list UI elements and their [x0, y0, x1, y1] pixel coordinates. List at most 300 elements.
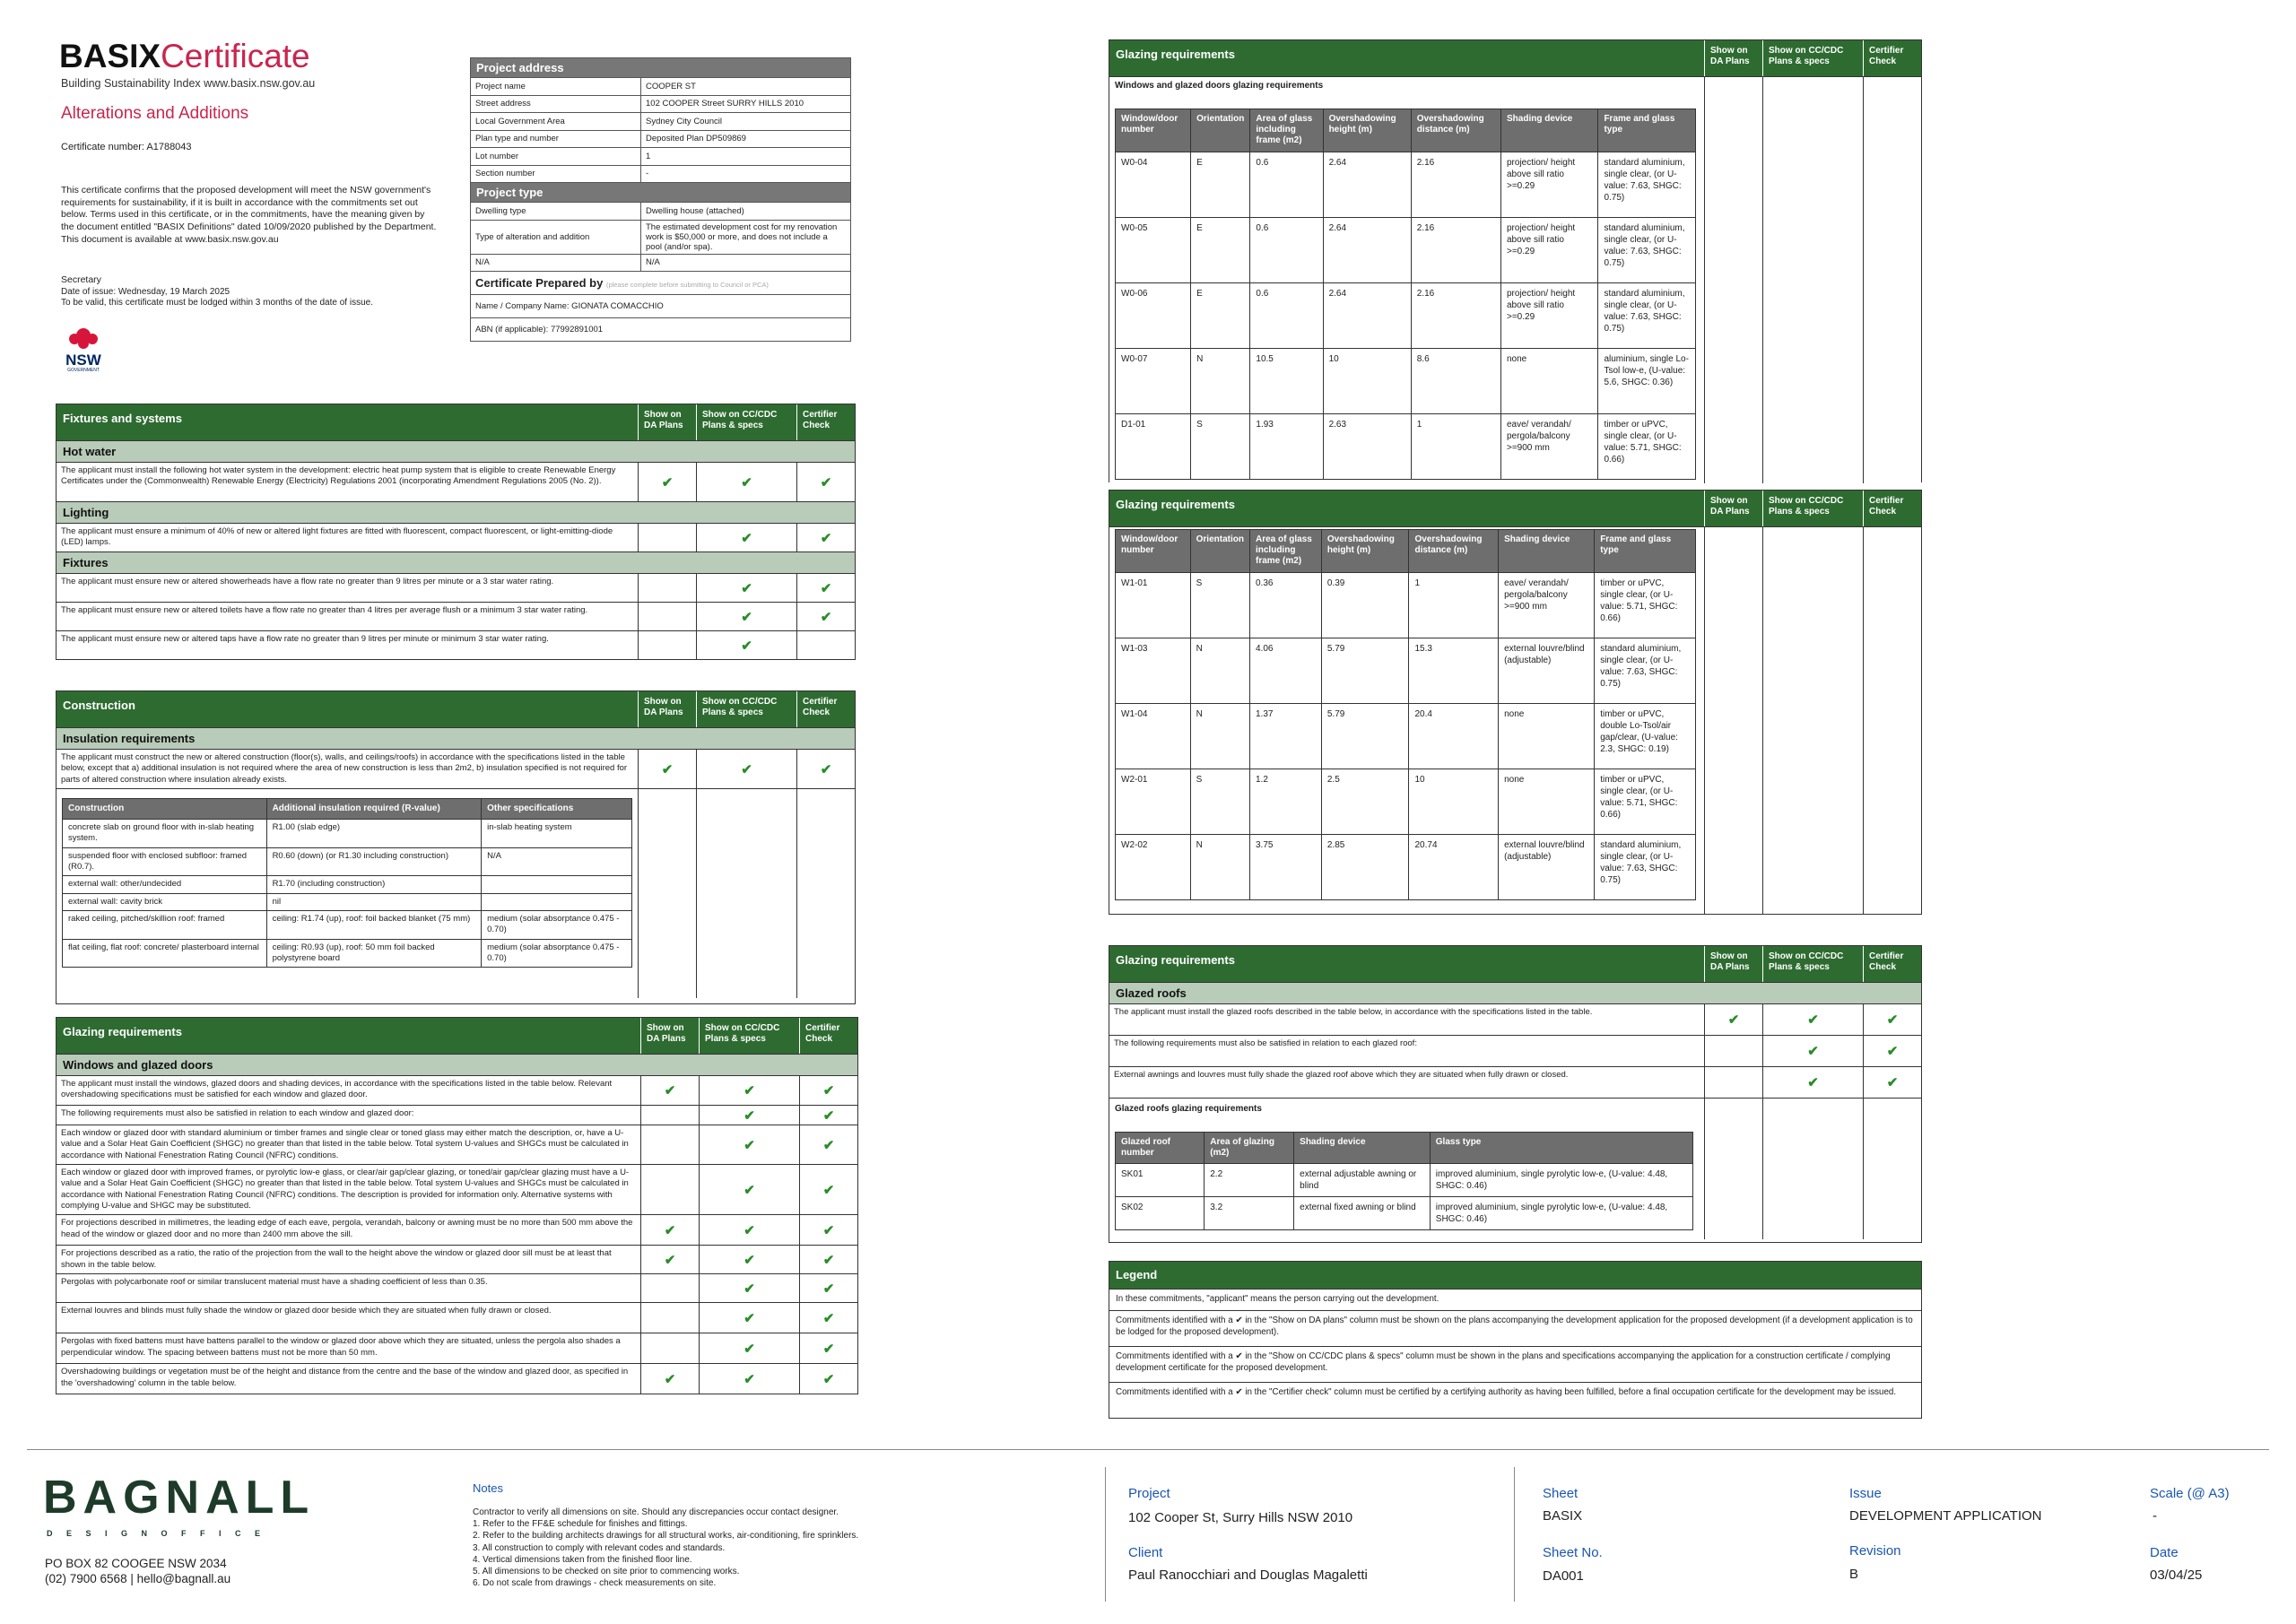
tick-cell [1704, 1099, 1762, 1239]
glazed-roof-table [1115, 1132, 1693, 1230]
glazing-header: Area of glass including frame (m2) [1250, 109, 1323, 152]
tick-cell [1863, 1099, 1921, 1239]
table-cell: in-slab heating system [482, 820, 632, 848]
scale-value: - [2152, 1508, 2157, 1524]
requirement-text: External awnings and louvres must fully shade the glazed roof above which they are situated when fully drawn or closed. [1114, 1070, 1569, 1080]
insulation-table [62, 798, 632, 968]
table-cell: improved aluminium, single pyrolytic low-e, (U-value: 4.48, SHGC: 0.46) [1430, 1197, 1692, 1230]
table-cell: suspended floor with enclosed subfloor: framed (R0.7). [63, 847, 267, 876]
tick-cell [799, 1303, 857, 1333]
secretary: Secretary [61, 274, 101, 285]
table-cell: 2.2 [1205, 1164, 1294, 1197]
glazing-table-cell [1109, 77, 1704, 483]
note-line: 6. Do not scale from drawings - check measurements on site. [473, 1578, 717, 1589]
address-row [471, 165, 851, 183]
tick-cell [640, 1246, 699, 1273]
requirement-text: The applicant must ensure new or altered showerheads have a flow rate no greater than 9 litres per minute or a 3 star water rating. [61, 577, 554, 586]
tick-cell [799, 1274, 857, 1302]
table-cell: 4.06 [1249, 638, 1321, 704]
subsection-header: Windows and glazed doors [57, 1054, 857, 1075]
revision-value: B [1849, 1567, 1859, 1582]
legend-row: Commitments identified with a ✔ in the "Show on DA plans" column must be shown on the plans accompanying the development application for the proposed development (if a development application is to be lodged for the proposed development). [1109, 1310, 1921, 1346]
requirement-text: The following requirements must also be satisfied in relation to each glazed roof: [1114, 1038, 1417, 1048]
address-value: Dwelling house (attached) [641, 203, 851, 221]
client-value: Paul Ranocchiari and Douglas Magaletti [1128, 1568, 1368, 1583]
tick-cell [1704, 527, 1762, 914]
tick-cell [1762, 527, 1863, 914]
subsection-header: Glazed roofs [1109, 982, 1921, 1003]
col-da-header: Show on DA Plans [1704, 40, 1762, 76]
table-cell: 0.39 [1321, 573, 1409, 638]
table-cell: N [1190, 638, 1249, 704]
table-cell: ceiling: R0.93 (up), roof: 50 mm foil backed polystyrene board [266, 939, 482, 968]
tick-cell [799, 1076, 857, 1105]
table-cell: 0.6 [1250, 152, 1323, 218]
col-cert-header: Certifier Check [796, 691, 855, 727]
tick-cell [696, 631, 796, 659]
table-cell: 10 [1409, 769, 1499, 835]
check-icon: ✔ [822, 1137, 835, 1153]
glazing-header: Orientation [1191, 109, 1250, 152]
issue-label: Issue [1849, 1486, 1882, 1501]
insulation-header: Other specifications [482, 799, 632, 820]
table-cell: W0-07 [1116, 349, 1191, 414]
requirement-text: External louvres and blinds must fully shade the window or glazed door beside which they are situated when fully drawn or closed. [61, 1306, 552, 1316]
glazed-roof-header: Glass type [1430, 1133, 1692, 1164]
requirement-text: The applicant must install the windows, glazed doors and shading devices, in accordance with the specifications listed in the table below. Relevant overshadowing specifications must be satisfied for each window and glazed door. [61, 1079, 613, 1100]
table-cell: 2.64 [1323, 218, 1411, 283]
tick-cell [640, 1215, 699, 1245]
table-row [1116, 414, 1696, 480]
tick-cell [1704, 77, 1762, 483]
glazing-table-cell [1109, 527, 1704, 914]
table-cell [482, 893, 632, 910]
section-header [57, 1018, 857, 1054]
section-title: Fixtures and systems [63, 412, 182, 425]
revision-label: Revision [1849, 1543, 1901, 1559]
table-cell: none [1501, 349, 1598, 414]
tick-cell [699, 1106, 799, 1125]
address-key: Dwelling type [471, 203, 641, 221]
brand-contact: (02) 7900 6568 | hello@bagnall.au [45, 1572, 231, 1585]
table-cell: 1 [1409, 573, 1499, 638]
col-cert-header: Certifier Check [1863, 40, 1921, 76]
check-icon: ✔ [741, 530, 752, 546]
table-cell: 1.37 [1249, 704, 1321, 769]
check-icon: ✔ [664, 1252, 676, 1268]
insulation-header: Construction [63, 799, 267, 820]
col-cc-header: Show on CC/CDC Plans & specs [699, 1018, 799, 1054]
tick-cell [638, 750, 696, 788]
address-value: The estimated development cost for my renovation work is $50,000 or more, and does not include a pool (and/or spa). [641, 220, 851, 254]
table-cell: aluminium, single Lo-Tsol low-e, (U-value: 5.6, SHGC: 0.36) [1598, 349, 1696, 414]
subsection-header: Insulation requirements [57, 727, 855, 749]
table-row [1116, 638, 1696, 704]
requirement-text: Pergolas with polycarbonate roof or similar translucent material must have a shading coefficient of less than 0.35. [61, 1277, 488, 1288]
table-row [63, 911, 632, 940]
glazed-roof-header: Shading device [1294, 1133, 1431, 1164]
legend-row: Commitments identified with a ✔ in the "Certifier check" column must be certified by a certifying authority as having been fulfilled, before a final occupation certificate for the development may be issued. [1109, 1382, 1921, 1418]
prepared-by-title: Certificate Prepared by [475, 276, 604, 290]
section-header [57, 404, 855, 440]
subsection-header: Hot water [57, 440, 855, 462]
table-cell: ceiling: R1.74 (up), roof: foil backed blanket (75 mm) [266, 911, 482, 940]
requirement-text: Pergolas with fixed battens must have battens parallel to the window or glazed door above which they are situated, unless the pergola also shades a perpendicular window. The spacing between battens must not be more than 50 mm. [61, 1336, 621, 1358]
table-cell [482, 876, 632, 893]
tick-cell [1762, 1004, 1863, 1035]
check-icon: ✔ [741, 638, 752, 654]
check-icon: ✔ [744, 1222, 755, 1238]
check-icon: ✔ [744, 1083, 755, 1099]
logo-certificate: Certificate [161, 38, 310, 74]
check-icon: ✔ [822, 1341, 835, 1357]
requirement-text: The applicant must install the following hot water system in the development: electric heat pump system that is eligible to create Renewable Energy Certificates under the (Commonwealth) Renewable Energy (Electricity) Regulations 2001 (incorporating Amendment Regulations 2005 (No. 2)). [61, 465, 616, 487]
tick-cell [699, 1333, 799, 1363]
table-cell: 15.3 [1409, 638, 1499, 704]
table-cell: standard aluminium, single clear, (or U-value: 7.63, SHGC: 0.75) [1595, 835, 1696, 900]
col-cert-header: Certifier Check [1863, 491, 1921, 526]
tick-cell [696, 463, 796, 501]
table-cell: S [1190, 573, 1249, 638]
note-line: 2. Refer to the building architects drawings for all structural works, air-conditioning, fire sprinklers. [473, 1531, 859, 1541]
requirement-row [57, 749, 855, 788]
col-da-header: Show on DA Plans [638, 404, 696, 440]
table-cell: standard aluminium, single clear, (or U-value: 7.63, SHGC: 0.75) [1595, 638, 1696, 704]
tick-cell [640, 1364, 699, 1394]
logo-basix: BASIX [59, 38, 161, 74]
tick-cell [799, 1165, 857, 1214]
table-row [1116, 1164, 1693, 1197]
table-cell: external louvre/blind (adjustable) [1499, 638, 1595, 704]
table-cell: W1-01 [1116, 573, 1191, 638]
table-row [1116, 835, 1696, 900]
table-cell: W1-04 [1116, 704, 1191, 769]
col-cert-header: Certifier Check [796, 404, 855, 440]
brand-sub: D E S I G N O F F I C E [47, 1529, 266, 1538]
table-cell: nil [266, 893, 482, 910]
address-title: Project address [471, 58, 851, 78]
requirement-text: The applicant must ensure new or altered taps have a flow rate no greater than 9 litres per minute or minimum 3 star water rating. [61, 634, 549, 644]
table-cell: S [1190, 769, 1249, 835]
tick-cell [640, 1333, 699, 1363]
sheet-value: BASIX [1543, 1508, 1583, 1524]
requirement-row [57, 1333, 857, 1363]
requirement-text: The applicant must ensure new or altered toilets have a flow rate no greater than 4 litres per average flush or a minimum 3 star water rating. [61, 605, 588, 615]
glazing-sub-title: Windows and glazed doors glazing requirements [1115, 81, 1324, 91]
cert-subtitle: Building Sustainability Index www.basix.nsw.gov.au [61, 77, 316, 90]
check-icon: ✔ [741, 609, 752, 625]
requirement-text: Each window or glazed door with standard aluminium or timber frames and single clear or toned glass may either match the description, or, have a U-value and a Solar Heat Gain Coefficient (SHGC) no greater than that listed in the table below. Total system U-values and SHGCs must be calculated in accordance with National Fenestration Rating Council (NFRC) conditions. [61, 1128, 629, 1160]
check-icon: ✔ [664, 1222, 676, 1238]
requirement-row [1109, 1003, 1921, 1035]
note-line: Contractor to verify all dimensions on site. Should any discrepancies occur contact designer. [473, 1507, 839, 1517]
insulation-table-row [57, 788, 855, 998]
glazed-roof-header: Glazed roof number [1116, 1133, 1205, 1164]
glazed-roof-cell [1109, 1099, 1704, 1239]
address-key: N/A [471, 254, 641, 272]
check-icon: ✔ [822, 1252, 835, 1268]
glazing-header: Overshadowing distance (m) [1409, 530, 1499, 573]
check-icon: ✔ [820, 530, 832, 546]
tb-sep-1 [1105, 1467, 1106, 1602]
tick-cell [1863, 527, 1921, 914]
address-row [471, 220, 851, 254]
table-cell: 1.93 [1250, 414, 1323, 480]
table-cell: W2-02 [1116, 835, 1191, 900]
tick-cell [640, 1125, 699, 1164]
cert-type: Alterations and Additions [61, 104, 249, 123]
glazing-header: Overshadowing height (m) [1321, 530, 1409, 573]
address-value: Deposited Plan DP509869 [641, 130, 851, 148]
address-row [471, 95, 851, 113]
requirement-row [57, 573, 855, 602]
check-icon: ✔ [820, 580, 832, 596]
check-icon: ✔ [1886, 1012, 1899, 1028]
check-icon: ✔ [744, 1252, 755, 1268]
notes-list [473, 1507, 858, 1589]
table-row [1116, 1197, 1693, 1230]
table-cell: 5.79 [1321, 704, 1409, 769]
tick-cell [696, 603, 796, 630]
check-icon: ✔ [744, 1371, 755, 1387]
address-key: Local Government Area [471, 113, 641, 131]
table-row [63, 820, 632, 848]
table-cell: S [1191, 414, 1250, 480]
project-address-box [470, 57, 851, 342]
check-icon: ✔ [1807, 1044, 1819, 1059]
table-cell: 2.85 [1321, 835, 1409, 900]
table-cell: 0.36 [1249, 573, 1321, 638]
col-da-header: Show on DA Plans [1704, 491, 1762, 526]
tick-cell [640, 1076, 699, 1105]
table-cell: SK01 [1116, 1164, 1205, 1197]
table-cell: none [1499, 704, 1595, 769]
check-icon: ✔ [1886, 1075, 1899, 1090]
address-value: Sydney City Council [641, 113, 851, 131]
requirement-row [1109, 1035, 1921, 1066]
legend-row: Commitments identified with a ✔ in the "Show on CC/CDC plans & specs" column must be shown in the plans and specifications accompanying the application for a construction certificate / complying development certificate for the proposed development. [1109, 1346, 1921, 1382]
table-cell: 20.4 [1409, 704, 1499, 769]
nsw-text: NSW [65, 352, 101, 369]
table-cell: SK02 [1116, 1197, 1205, 1230]
requirement-row [57, 630, 855, 659]
table-cell: E [1191, 152, 1250, 218]
glazing-right-2 [1109, 490, 1922, 915]
glazing-header: Frame and glass type [1598, 109, 1696, 152]
check-icon: ✔ [744, 1341, 755, 1357]
glazing-header: Window/door number [1116, 109, 1191, 152]
project-label: Project [1128, 1486, 1170, 1501]
table-row [1116, 349, 1696, 414]
check-icon: ✔ [822, 1222, 835, 1238]
check-icon: ✔ [744, 1281, 755, 1297]
table-cell: N [1191, 349, 1250, 414]
project-value: 102 Cooper St, Surry Hills NSW 2010 [1128, 1510, 1353, 1525]
table-cell: medium (solar absorptance 0.475 - 0.70) [482, 911, 632, 940]
table-cell: medium (solar absorptance 0.475 - 0.70) [482, 939, 632, 968]
requirement-row [57, 523, 855, 551]
section-title: Glazing requirements [1116, 48, 1235, 61]
sheetno-label: Sheet No. [1543, 1545, 1603, 1560]
table-cell: 3.2 [1205, 1197, 1294, 1230]
subsection-header: Lighting [57, 501, 855, 523]
table-cell: E [1191, 283, 1250, 349]
requirement-text: Each window or glazed door with improved frames, or pyrolytic low-e glass, or clear/air gap/clear glazing, or toned/air gap/clear glazing must have a U-value and a Solar Heat Gain Coefficient (SHGC) no greater than that listed in the table below. Total system U-values and SHGCs must be calculated in accordance with National Fenestration Rating Council (NFRC) conditions. The description is provided for information only. Alternative systems with complying U-value and SHGC may be substituted. [61, 1168, 630, 1211]
table-cell: 2.16 [1411, 152, 1500, 218]
tick-cell [696, 524, 796, 551]
table-row [63, 893, 632, 910]
requirement-row [57, 1125, 857, 1164]
legend-title: Legend [1109, 1262, 1921, 1289]
glazing-header: Area of glass including frame (m2) [1249, 530, 1321, 573]
requirement-row [57, 1363, 857, 1394]
col-cert-header: Certifier Check [799, 1018, 857, 1054]
tick-cell [1704, 1004, 1762, 1035]
tick-cell [1762, 1099, 1863, 1239]
note-line: 3. All construction to comply with relevant codes and standards. [473, 1542, 726, 1553]
check-icon: ✔ [1807, 1012, 1819, 1028]
col-cc-header: Show on CC/CDC Plans & specs [1762, 946, 1863, 982]
scale-label: Scale (@ A3) [2150, 1486, 2230, 1501]
tick-cell [796, 524, 855, 551]
check-icon: ✔ [744, 1107, 755, 1124]
check-icon: ✔ [822, 1182, 835, 1198]
glazing-header: Shading device [1501, 109, 1598, 152]
project-type-title: Project type [471, 183, 851, 203]
tick-cell [696, 574, 796, 602]
check-icon: ✔ [741, 761, 752, 777]
col-da-header: Show on DA Plans [1704, 946, 1762, 982]
tick-cell [638, 463, 696, 501]
col-cert-header: Certifier Check [1863, 946, 1921, 982]
section-title: Glazing requirements [1116, 953, 1235, 967]
table-cell: external wall: cavity brick [63, 893, 267, 910]
tick-cell [1863, 1004, 1921, 1035]
tick-cell [799, 1246, 857, 1273]
date-value: 03/04/25 [2150, 1568, 2203, 1583]
table-cell: timber or uPVC, double Lo-Tsol/air gap/clear, (U-value: 2.3, SHGC: 0.19) [1595, 704, 1696, 769]
address-value: 102 COOPER Street SURRY HILLS 2010 [641, 95, 851, 113]
glazing-left-section [56, 1017, 858, 1394]
sheetno-value: DA001 [1543, 1568, 1584, 1584]
valid-note: To be valid, this certificate must be lodged within 3 months of the date of issue. [61, 298, 373, 308]
tick-cell [796, 750, 855, 788]
table-cell: 2.5 [1321, 769, 1409, 835]
table-cell: 10.5 [1250, 349, 1323, 414]
table-row [1116, 573, 1696, 638]
table-cell: 0.6 [1250, 218, 1323, 283]
issue-value: DEVELOPMENT APPLICATION [1849, 1508, 2042, 1524]
prepared-by-abn: ABN (if applicable): 77992891001 [471, 318, 851, 342]
table-cell: external louvre/blind (adjustable) [1499, 835, 1595, 900]
sheet-label: Sheet [1543, 1486, 1578, 1501]
tick-cell [696, 750, 796, 788]
glazing-body [1109, 526, 1921, 914]
address-key: Section number [471, 165, 641, 183]
check-icon: ✔ [822, 1083, 835, 1099]
table-row [63, 939, 632, 968]
tick-cell [1762, 77, 1863, 483]
tick-cell [699, 1076, 799, 1105]
table-row [1116, 152, 1696, 218]
glazing-table [1115, 109, 1696, 480]
check-icon: ✔ [744, 1137, 755, 1153]
glazing-header: Frame and glass type [1595, 530, 1696, 573]
tick-cell [796, 603, 855, 630]
table-cell: projection/ height above sill ratio >=0.29 [1501, 218, 1598, 283]
address-key: Project name [471, 78, 641, 96]
table-cell: 2.16 [1411, 218, 1500, 283]
table-cell: 1 [1411, 414, 1500, 480]
table-cell: improved aluminium, single pyrolytic low-e, (U-value: 4.48, SHGC: 0.46) [1430, 1164, 1692, 1197]
tick-cell [638, 574, 696, 602]
tick-cell [1863, 77, 1921, 483]
tick-cell [799, 1215, 857, 1245]
table-cell: concrete slab on ground floor with in-slab heating system. [63, 820, 267, 848]
table-cell: external fixed awning or blind [1294, 1197, 1431, 1230]
glazing-header: Window/door number [1116, 530, 1191, 573]
check-icon: ✔ [664, 1371, 676, 1387]
glazing-header: Overshadowing distance (m) [1411, 109, 1500, 152]
legend-row: In these commitments, "applicant" means the person carrying out the development. [1109, 1289, 1921, 1310]
note-line: 4. Vertical dimensions taken from the finished floor line. [473, 1554, 692, 1565]
table-row [1116, 218, 1696, 283]
cert-number: Certificate number: A1788043 [61, 142, 192, 152]
tick-cell [699, 1303, 799, 1333]
requirement-row [1109, 1066, 1921, 1098]
tick-cell [796, 789, 855, 998]
prepared-by [471, 272, 851, 295]
check-icon: ✔ [820, 761, 832, 777]
address-value: 1 [641, 148, 851, 166]
requirement-text: The applicant must ensure a minimum of 40% of new or altered light fixtures are fitted with fluorescent, compact fluorescent, or light-emitting-diode (LED) lamps. [61, 526, 613, 548]
tick-cell [638, 631, 696, 659]
prepared-by-name: Name / Company Name: GIONATA COMACCHIO [471, 295, 851, 318]
subsection-header: Fixtures [57, 551, 855, 573]
requirement-text: Overshadowing buildings or vegetation must be of the height and distance from the centre and the base of the window and glazed door, as specified in the 'overshadowing' column in the table below. [61, 1367, 629, 1388]
table-cell: N/A [482, 847, 632, 876]
col-cc-header: Show on CC/CDC Plans & specs [1762, 491, 1863, 526]
construction-section [56, 690, 856, 1004]
table-cell: 20.74 [1409, 835, 1499, 900]
table-cell: 5.79 [1321, 638, 1409, 704]
tick-cell [640, 1165, 699, 1214]
requirement-text: The applicant must construct the new or altered construction (floor(s), walls, and ceilings/roofs) in accordance with the specifications listed in the table below, except that a) additional insulation is not required where the area of new construction is less than 2m2, b) insulation specified is not required for parts of altered construction where insulation already exists. [61, 752, 628, 785]
col-cc-header: Show on CC/CDC Plans & specs [696, 404, 796, 440]
tick-cell [799, 1125, 857, 1164]
requirement-text: The applicant must install the glazed roofs described in the table below, in accordance with the specifications listed in the table. [1114, 1007, 1593, 1017]
check-icon: ✔ [822, 1107, 835, 1124]
cert-description: This certificate confirms that the proposed development will meet the NSW government's requirements for sustainability, if it is built in accordance with the commitments set out below. Terms used in this certificate, or in the commitments, have the meaning given by the document entitled "BASIX Definitions" dated 10/09/2020 published by the Department. This document is available at www.basix.nsw.gov.au [61, 185, 437, 245]
titleblock-divider [27, 1449, 2269, 1450]
check-icon: ✔ [822, 1310, 835, 1326]
section-header [1109, 946, 1921, 982]
requirement-row [57, 1214, 857, 1245]
table-cell: 2.63 [1323, 414, 1411, 480]
check-icon: ✔ [664, 1083, 676, 1099]
table-cell: 0.6 [1250, 283, 1323, 349]
table-cell: standard aluminium, single clear, (or U-value: 7.63, SHGC: 0.75) [1598, 152, 1696, 218]
prepared-by-note: (please complete before submitting to Council or PCA) [605, 281, 769, 289]
tick-cell [638, 524, 696, 551]
col-cc-header: Show on CC/CDC Plans & specs [1762, 40, 1863, 76]
tick-cell [640, 1274, 699, 1302]
check-icon: ✔ [661, 761, 674, 777]
tick-cell [699, 1246, 799, 1273]
glazed-roof-header: Area of glazing (m2) [1205, 1133, 1294, 1164]
check-icon: ✔ [1807, 1075, 1819, 1090]
table-cell: timber or uPVC, single clear, (or U-value: 5.71, SHGC: 0.66) [1595, 573, 1696, 638]
